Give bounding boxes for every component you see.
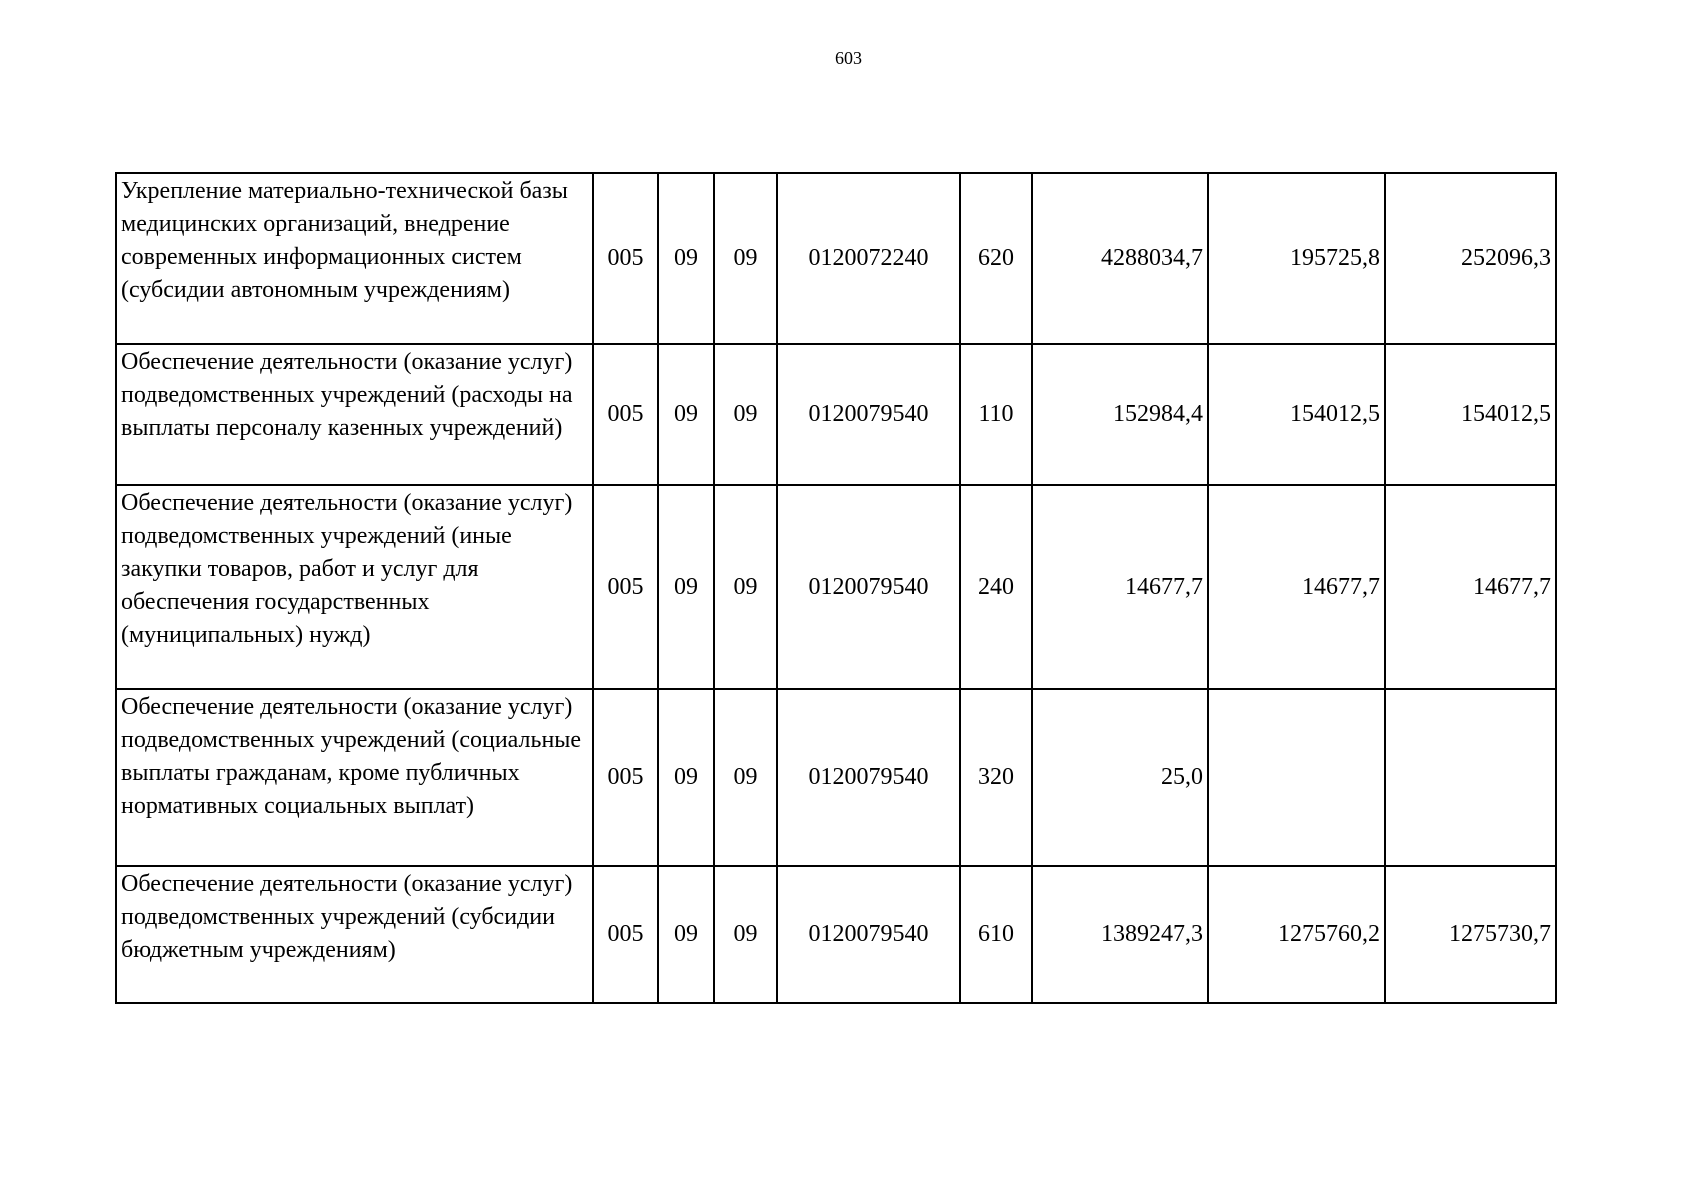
section-code-cell: 09 (658, 344, 714, 485)
expense-name-cell: Обеспечение деятельности (оказание услуг) подведомственных учреждений (социальные выплаты гражданам, кроме публичных нормативных социальных выплат) (116, 689, 593, 866)
ministry-code-cell: 005 (593, 485, 658, 689)
subsection-code-cell: 09 (714, 485, 777, 689)
amount-1-cell: 25,0 (1032, 689, 1208, 866)
expense-type-cell: 610 (960, 866, 1032, 1003)
target-article-cell: 0120079540 (777, 485, 960, 689)
amount-3-cell: 154012,5 (1385, 344, 1556, 485)
section-code-cell: 09 (658, 173, 714, 344)
target-article-cell: 0120079540 (777, 689, 960, 866)
section-code-cell: 09 (658, 485, 714, 689)
table-row (116, 344, 1556, 485)
expense-name-cell: Укрепление материально-технической базы медицинских организаций, внедрение современных информационных систем (субсидии автономным учреждениям) (116, 173, 593, 344)
amount-1-cell: 1389247,3 (1032, 866, 1208, 1003)
ministry-code-cell: 005 (593, 689, 658, 866)
budget-table (115, 172, 1557, 1004)
table-row (116, 866, 1556, 1003)
amount-2-cell: 1275760,2 (1208, 866, 1385, 1003)
ministry-code-cell: 005 (593, 866, 658, 1003)
expense-name-cell: Обеспечение деятельности (оказание услуг) подведомственных учреждений (субсидии бюджетным учреждениям) (116, 866, 593, 1003)
amount-3-cell: 1275730,7 (1385, 866, 1556, 1003)
subsection-code-cell: 09 (714, 173, 777, 344)
expense-name-cell: Обеспечение деятельности (оказание услуг) подведомственных учреждений (расходы на выплаты персоналу казенных учреждений) (116, 344, 593, 485)
target-article-cell: 0120079540 (777, 866, 960, 1003)
subsection-code-cell: 09 (714, 344, 777, 485)
amount-2-cell (1208, 689, 1385, 866)
expense-type-cell: 320 (960, 689, 1032, 866)
table-row (116, 689, 1556, 866)
expense-name-cell: Обеспечение деятельности (оказание услуг) подведомственных учреждений (иные закупки товаров, работ и услуг для обеспечения государственных (муниципальных) нужд) (116, 485, 593, 689)
page-number: 603 (835, 48, 862, 68)
amount-2-cell: 195725,8 (1208, 173, 1385, 344)
ministry-code-cell: 005 (593, 344, 658, 485)
target-article-cell: 0120072240 (777, 173, 960, 344)
amount-3-cell: 14677,7 (1385, 485, 1556, 689)
target-article-cell: 0120079540 (777, 344, 960, 485)
amount-1-cell: 14677,7 (1032, 485, 1208, 689)
ministry-code-cell: 005 (593, 173, 658, 344)
amount-2-cell: 14677,7 (1208, 485, 1385, 689)
amount-3-cell: 252096,3 (1385, 173, 1556, 344)
section-code-cell: 09 (658, 689, 714, 866)
amount-2-cell: 154012,5 (1208, 344, 1385, 485)
amount-1-cell: 4288034,7 (1032, 173, 1208, 344)
expense-type-cell: 620 (960, 173, 1032, 344)
amount-1-cell: 152984,4 (1032, 344, 1208, 485)
table-row (116, 173, 1556, 344)
expense-type-cell: 110 (960, 344, 1032, 485)
subsection-code-cell: 09 (714, 866, 777, 1003)
table-row (116, 485, 1556, 689)
subsection-code-cell: 09 (714, 689, 777, 866)
expense-type-cell: 240 (960, 485, 1032, 689)
amount-3-cell (1385, 689, 1556, 866)
section-code-cell: 09 (658, 866, 714, 1003)
